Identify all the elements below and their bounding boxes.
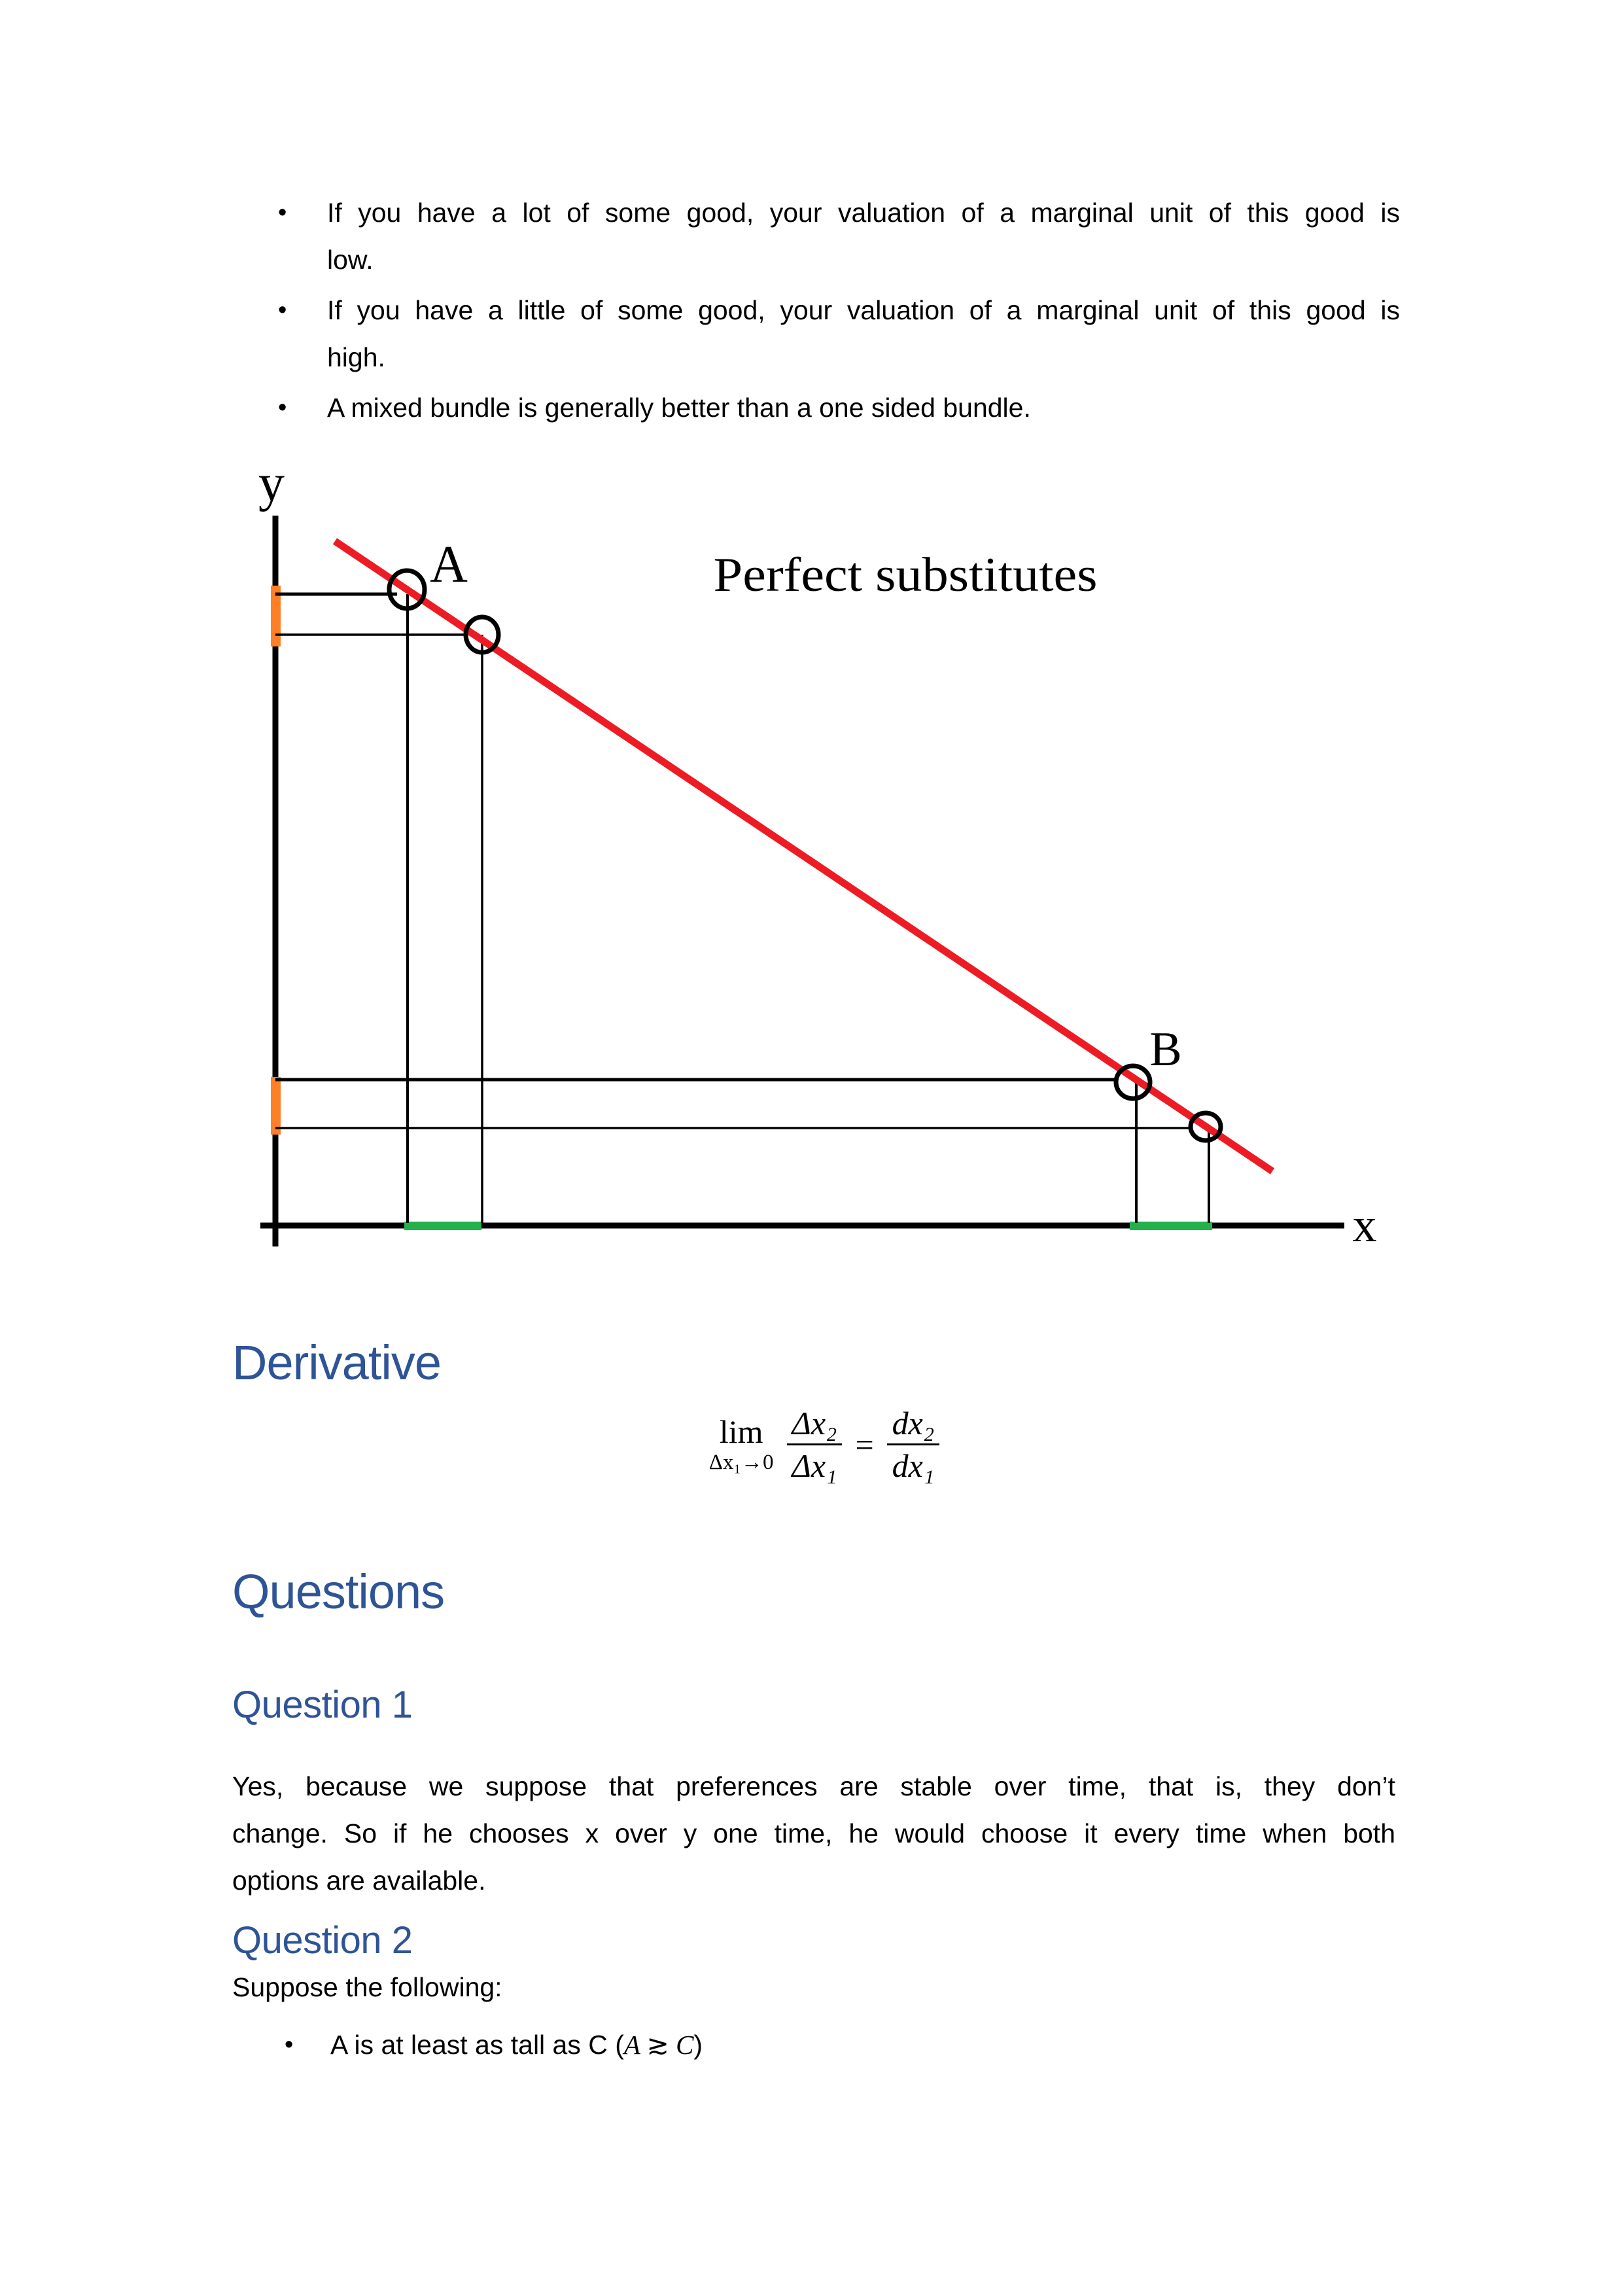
paragraph-line: options are available. <box>232 1865 486 1896</box>
equals-sign: = <box>855 1426 874 1463</box>
bullet-icon: • <box>278 296 287 324</box>
fraction-denominator: dx₁ <box>892 1447 935 1484</box>
list-item-line: If you have a little of some good, your valuation of a marginal unit of this good is <box>327 295 1400 325</box>
fraction-numerator: Δx₂ <box>787 1407 843 1445</box>
x-axis-highlight-b <box>1130 1222 1212 1230</box>
list-item-line: A mixed bundle is generally better than a one sided bundle. <box>327 393 1031 423</box>
paragraph-line: Yes, because we suppose that preferences are stable over time, that is, they don’t <box>232 1771 1395 1801</box>
limit-text: lim <box>719 1413 763 1450</box>
limit-subscript: Δx₁→0 <box>708 1451 774 1474</box>
x-axis-highlight-a <box>404 1222 481 1230</box>
fraction-delta <box>787 1407 843 1482</box>
heading-question-1: Question 1 <box>232 1684 413 1726</box>
point-a-label: A <box>430 536 468 593</box>
limit-operator <box>709 1415 774 1474</box>
fraction-differential <box>887 1407 940 1482</box>
question2-bullet <box>285 2024 1397 2066</box>
fraction-numerator: dx₂ <box>887 1407 940 1445</box>
list-item-line: high. <box>327 342 385 372</box>
figure-title: Perfect substitutes <box>713 548 1098 602</box>
bullet-icon: • <box>285 2031 294 2058</box>
fraction-denominator: Δx₁ <box>792 1447 837 1484</box>
heading-derivative: Derivative <box>232 1335 441 1390</box>
y-axis-label: y <box>258 455 285 512</box>
bullet-icon: • <box>278 199 287 226</box>
point-b-label: B <box>1149 1023 1182 1076</box>
list-item-line: low. <box>327 245 374 275</box>
paragraph-line: change. So if he chooses x over y one time, he would choose it every time when both <box>232 1818 1395 1848</box>
question1-answer <box>232 1763 1395 1904</box>
indifference-line <box>335 541 1272 1171</box>
bullet-icon: • <box>278 394 287 421</box>
heading-questions: Questions <box>232 1564 445 1619</box>
list-item-line: If you have a lot of some good, your valuation of a marginal unit of this good is <box>327 198 1400 228</box>
derivative-formula <box>648 1407 1001 1482</box>
heading-question-2: Question 2 <box>232 1919 413 1962</box>
preference-relation: A ≳ C <box>623 2030 694 2060</box>
y-axis-highlight-b <box>271 1077 281 1135</box>
question2-intro: Suppose the following: <box>232 1972 502 2002</box>
bullet-text-suffix: ) <box>693 2030 703 2060</box>
bullet-text-prefix: A is at least as tall as C ( <box>330 2030 624 2060</box>
x-axis-label: x <box>1352 1199 1377 1252</box>
question2-bullet-text <box>330 2024 1397 2066</box>
